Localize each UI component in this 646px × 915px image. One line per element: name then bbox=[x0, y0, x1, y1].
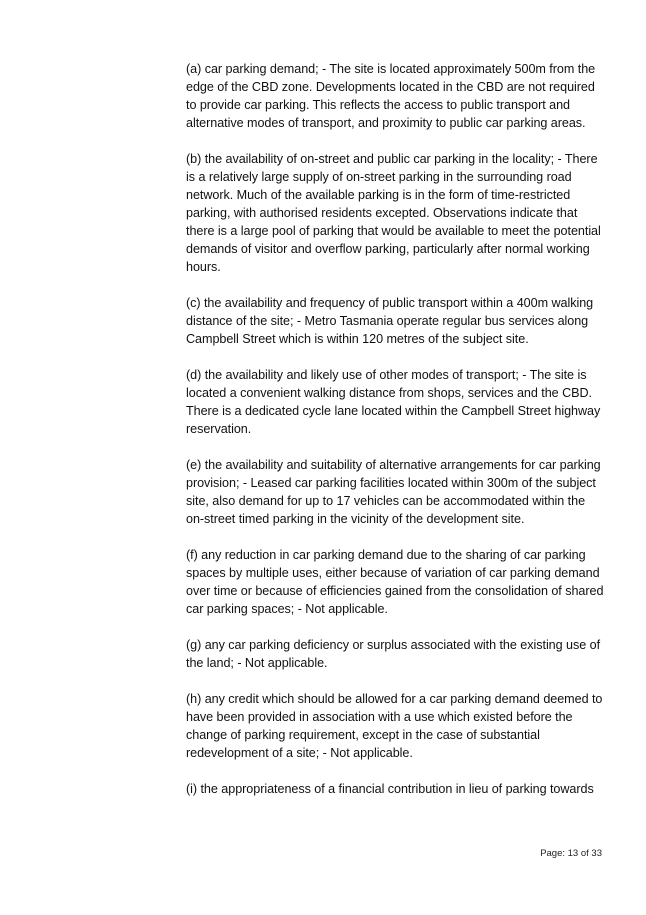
paragraph-h: (h) any credit which should be allowed for a car parking demand deemed to have been provided in association with a use which existed before the change of parking requirement, except in the case of substantial redevelopment of a site; - Not applicable. bbox=[186, 692, 603, 760]
paragraph-a: (a) car parking demand; - The site is located approximately 500m from the edge of the CBD zone. Developments located in the CBD are not required to provide car parking. This reflects the access to public transport and alternative modes of transport, and proximity to public car parking areas. bbox=[186, 62, 596, 130]
paragraph-f: (f) any reduction in car parking demand due to the sharing of car parking spaces by multiple uses, either because of variation of car parking demand over time or because of efficiencies gained from the consolidation of shared car parking spaces; - Not applicable. bbox=[186, 548, 604, 616]
paragraph-g: (g) any car parking deficiency or surplus associated with the existing use of the land; - Not applicable. bbox=[186, 638, 601, 670]
page-number: Page: 13 of 33 bbox=[540, 848, 602, 859]
paragraph-i: (i) the appropriateness of a financial contribution in lieu of parking towards bbox=[186, 782, 594, 796]
paragraph-c: (c) the availability and frequency of public transport within a 400m walking distance of the site; - Metro Tasmania operate regular bus services along Campbell Street which is within 120 metres of the subject site. bbox=[186, 296, 594, 346]
paragraph-d: (d) the availability and likely use of other modes of transport; - The site is located a convenient walking distance from shops, services and the CBD. There is a dedicated cycle lane located within the Campbell Street highway reservation. bbox=[186, 368, 601, 436]
paragraph-b: (b) the availability of on-street and public car parking in the locality; - There is a relatively large supply of on-street parking in the surrounding road network. Much of the available parking is in the form of time-restricted parking, with authorised residents excepted. Observations indicate that there is a large pool of parking that would be available to meet the potential demands of visitor and overflow parking, particularly after normal working hours. bbox=[186, 152, 601, 274]
document-body bbox=[186, 60, 604, 816]
paragraph-e: (e) the availability and suitability of alternative arrangements for car parking provision; - Leased car parking facilities located within 300m of the subject site, also demand for up to 17 vehicles can be accommodated within the on-street timed parking in the vicinity of the development site. bbox=[186, 458, 601, 526]
